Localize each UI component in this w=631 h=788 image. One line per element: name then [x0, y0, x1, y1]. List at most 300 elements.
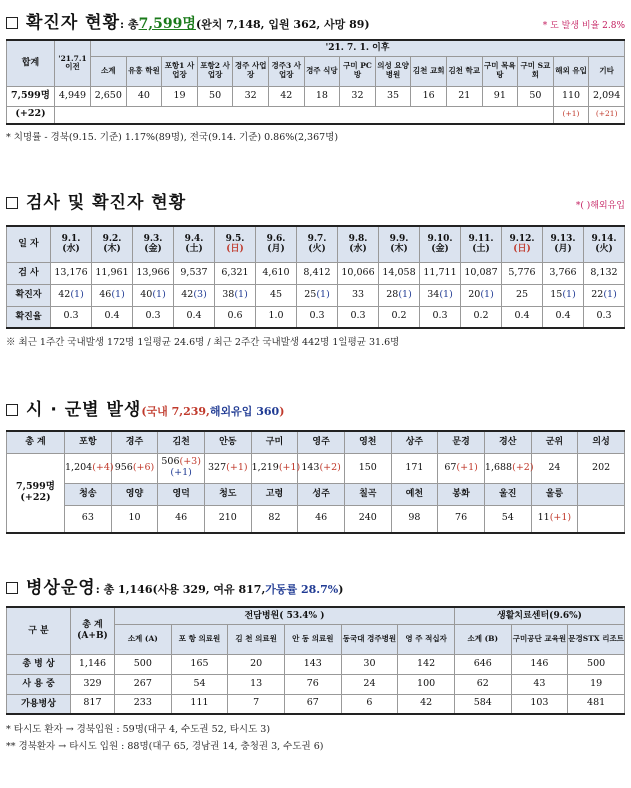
date-header: [502, 226, 543, 262]
confirmed-overseas: (1): [316, 288, 330, 300]
sub-header: 김천 교회: [411, 56, 447, 86]
region-name: 구미: [251, 431, 298, 453]
region-total: [7, 453, 65, 533]
region-total-value: 7,599명: [16, 480, 55, 492]
section3-sub-prefix: (국내 7,239,: [141, 405, 210, 418]
date-header: [420, 226, 461, 262]
date-header: [256, 226, 297, 262]
sub-header: 소계: [91, 56, 127, 86]
date-weekday: (月): [267, 244, 285, 255]
test-count: 5,776: [502, 262, 543, 284]
date-header: [215, 226, 256, 262]
bed-value: 142: [398, 654, 455, 674]
row-value: 32: [233, 86, 269, 106]
bed-value: 42: [398, 694, 455, 714]
header-before: '21.7.1 이전: [55, 40, 91, 86]
confirmed-rate: 0.2: [461, 306, 502, 328]
date-day: 9.3.: [143, 233, 163, 244]
confirmed-number: 20: [468, 288, 481, 300]
row-value: 40: [126, 86, 162, 106]
confirmed-overseas: (1): [398, 288, 412, 300]
date-day: 9.1.: [61, 233, 81, 244]
region-value: [298, 453, 345, 483]
test-count: 10,087: [461, 262, 502, 284]
region-count: 143: [301, 461, 320, 473]
bed-value: 43: [511, 674, 568, 694]
confirmed-overseas: (1): [603, 288, 617, 300]
test-count: 14,058: [379, 262, 420, 284]
region-value: [484, 505, 531, 533]
bed-value: 817: [71, 694, 115, 714]
region-name: 예천: [391, 483, 438, 505]
date-day: 9.13.: [550, 233, 576, 244]
date-day: 9.2.: [102, 233, 122, 244]
regions-table: [6, 430, 625, 534]
region-count: 210: [218, 512, 237, 524]
confirmed-count: [174, 284, 215, 306]
confirmed-number: 42: [58, 288, 71, 300]
center-group: 생활치료센터(9.6%): [454, 607, 624, 624]
section-confirmed-status: [6, 8, 625, 143]
region-name: 경산: [484, 431, 531, 453]
region-value: [578, 453, 625, 483]
section1-heading: [6, 8, 625, 33]
section1-side-note: * 도 발생 비율 2.8%: [542, 21, 625, 31]
region-value: [65, 505, 112, 533]
region-name: 포항: [65, 431, 112, 453]
empty-cell: [55, 106, 554, 124]
region-count: 1,688: [484, 461, 513, 473]
region-name: 청도: [204, 483, 251, 505]
confirmed-count: [543, 284, 584, 306]
row-value: 18: [304, 86, 340, 106]
region-name: 군위: [531, 431, 578, 453]
date-day: 9.6.: [266, 233, 286, 244]
date-day: 9.14.: [591, 233, 617, 244]
region-value-empty: [578, 505, 625, 533]
row-value: 2,650: [91, 86, 127, 106]
confirmed-count: [420, 284, 461, 306]
region-value: [111, 505, 158, 533]
test-count: 3,766: [543, 262, 584, 284]
date-header: [543, 226, 584, 262]
row-label-rate: 확진율: [7, 306, 51, 328]
bed-value: 6: [341, 694, 398, 714]
region-value: [111, 453, 158, 483]
beds-table: [6, 606, 625, 715]
date-day: 9.9.: [389, 233, 409, 244]
row-value: 21: [446, 86, 482, 106]
date-weekday: (火): [595, 244, 613, 255]
confirmed-number: 45: [269, 288, 283, 300]
bed-value: 165: [171, 654, 228, 674]
confirmed-rate: 0.3: [420, 306, 461, 328]
bed-value: 646: [454, 654, 511, 674]
section4-summary: : 총 1,146(사용 329, 여유 817,: [95, 583, 266, 596]
region-name: 문경: [438, 431, 485, 453]
checkbox-square-icon: [6, 582, 18, 594]
region-count: 1,219: [251, 461, 279, 473]
row-value: 35: [375, 86, 411, 106]
region-name: 상주: [391, 431, 438, 453]
date-weekday: (金): [144, 244, 162, 255]
confirmed-rate: 0.4: [174, 306, 215, 328]
bed-column-header: 구미공단 교육원: [511, 624, 568, 654]
sub-header: 해외 유입: [553, 56, 589, 86]
section3-sub-overseas: 해외유입 360: [209, 405, 280, 418]
confirmed-number: 46: [99, 288, 112, 300]
bed-value: 1,146: [71, 654, 115, 674]
beds-note2: ** 경북환자 → 타시도 입원 : 88명(대구 65, 경남권 14, 충청권 3, 수도권 6): [6, 741, 324, 752]
row-value: 2,094: [589, 86, 625, 106]
date-header: [297, 226, 338, 262]
sub-header: 기타: [589, 56, 625, 86]
date-day: 9.11.: [468, 233, 494, 244]
confirmed-overseas: (1): [234, 288, 248, 300]
test-count: 8,132: [584, 262, 625, 284]
confirmed-overseas: (1): [562, 288, 576, 300]
section2-title: 검사 및 확진자 현황: [26, 193, 187, 213]
bed-value: 7: [228, 694, 285, 714]
fatality-note: * 치명률 - 경북(9.15. 기준) 1.17%(89명), 전국(9.14. 기준) 0.86%(2,367명): [6, 132, 339, 143]
test-count: 4,610: [256, 262, 297, 284]
bed-value: 329: [71, 674, 115, 694]
bed-value: 500: [115, 654, 172, 674]
region-count: 171: [405, 461, 424, 473]
region-value: [531, 453, 578, 483]
section1-summary-prefix: : 총: [120, 18, 139, 31]
region-name: 칠곡: [344, 483, 391, 505]
bed-column-header: 소계 (B): [454, 624, 511, 654]
region-count: 202: [592, 461, 611, 473]
confirmed-count: [379, 284, 420, 306]
region-value: [438, 453, 485, 483]
region-name-empty: [578, 483, 625, 505]
region-name: 영덕: [158, 483, 205, 505]
section3-sub-suffix: ): [279, 405, 285, 418]
date-header: [461, 226, 502, 262]
overseas-change: (+1): [553, 106, 589, 124]
date-day: 9.12.: [509, 233, 535, 244]
region-count: 327: [208, 461, 227, 473]
confirmed-count: [133, 284, 174, 306]
region-value: [158, 505, 205, 533]
beds-gubun: 구 분: [7, 607, 71, 654]
confirmed-count: [256, 284, 297, 306]
section4-summary-end: ): [338, 583, 344, 596]
region-value: [344, 453, 391, 483]
bed-value: 54: [171, 674, 228, 694]
date-header: [51, 226, 92, 262]
row-value: 110: [553, 86, 589, 106]
region-name: 경주: [111, 431, 158, 453]
test-count: 13,176: [51, 262, 92, 284]
confirmed-overseas: (1): [152, 288, 166, 300]
bed-column-header: 김 천 의료원: [228, 624, 285, 654]
confirmed-rate: 0.3: [584, 306, 625, 328]
section1-title: 확진자 현황: [26, 13, 121, 33]
test-count: 11,961: [92, 262, 133, 284]
bed-value: 62: [454, 674, 511, 694]
bed-row-label: 사 용 중: [7, 674, 71, 694]
region-change: (+1): [226, 461, 248, 473]
row-label-date: 일 자: [7, 226, 51, 262]
confirmed-count: [215, 284, 256, 306]
sub-header: 경주3 사업장: [268, 56, 304, 86]
region-change: (+4): [92, 461, 114, 473]
region-name: 영양: [111, 483, 158, 505]
region-count: 54: [501, 512, 514, 524]
section2-side-note: *( )해외유입: [575, 201, 625, 211]
region-count: 76: [455, 512, 468, 524]
date-header: [584, 226, 625, 262]
bed-value: 146: [511, 654, 568, 674]
date-weekday: (日): [226, 244, 244, 255]
region-name: 영주: [298, 431, 345, 453]
confirmed-overseas: (1): [111, 288, 125, 300]
region-count: 956: [114, 461, 133, 473]
checkbox-square-icon: [6, 17, 18, 29]
region-name: 성주: [298, 483, 345, 505]
confirmed-count: [584, 284, 625, 306]
confirmed-table: [6, 39, 625, 125]
confirmed-number: 25: [515, 288, 529, 300]
sub-header: 경주 사업장: [233, 56, 269, 86]
row-value: 16: [411, 86, 447, 106]
sub-header: 경주 식당: [304, 56, 340, 86]
region-value: [531, 505, 578, 533]
bed-value: 24: [341, 674, 398, 694]
row-value: 91: [482, 86, 518, 106]
confirmed-rate: 0.4: [543, 306, 584, 328]
section4-title: 병상운영: [26, 578, 96, 598]
sub-header: 구미 S교회: [518, 56, 554, 86]
section3-title: 시 · 군별 발생: [26, 400, 142, 420]
bed-row-label: 총 병 상: [7, 654, 71, 674]
date-day: 9.4.: [184, 233, 204, 244]
bed-value: 500: [568, 654, 625, 674]
region-count: 10: [128, 512, 141, 524]
region-value: [484, 453, 534, 483]
confirmed-number: 34: [427, 288, 440, 300]
region-value: [65, 453, 112, 483]
bed-value: 67: [284, 694, 341, 714]
bed-value: 111: [171, 694, 228, 714]
confirmed-overseas: (1): [480, 288, 494, 300]
row-value: 32: [340, 86, 376, 106]
confirmed-number: 42: [181, 288, 194, 300]
row-total: 7,599명: [7, 86, 55, 106]
date-weekday: (金): [431, 244, 449, 255]
bed-value: 584: [454, 694, 511, 714]
confirmed-number: 40: [140, 288, 153, 300]
date-header: [338, 226, 379, 262]
bed-column-header: 포 항 의료원: [171, 624, 228, 654]
row-label-tests: 검 사: [7, 262, 51, 284]
bed-row-label: 가용병상: [7, 694, 71, 714]
date-header: [379, 226, 420, 262]
row-value: 19: [162, 86, 198, 106]
section1-total: 7,599명: [138, 16, 196, 32]
confirmed-rate: 0.4: [502, 306, 543, 328]
test-count: 11,711: [420, 262, 461, 284]
region-value: [251, 505, 298, 533]
sub-header: 김천 학교: [446, 56, 482, 86]
date-day: 9.10.: [427, 233, 453, 244]
confirmed-rate: 0.3: [133, 306, 174, 328]
confirmed-overseas: (3): [193, 288, 207, 300]
region-value: [438, 505, 485, 533]
test-count: 13,966: [133, 262, 174, 284]
date-header: [92, 226, 133, 262]
region-name: 고령: [251, 483, 298, 505]
tests-table: [6, 225, 625, 329]
header-total: 합계: [7, 40, 55, 86]
row-value: 50: [197, 86, 233, 106]
test-count: 10,066: [338, 262, 379, 284]
region-value: [298, 505, 345, 533]
date-weekday: (土): [472, 244, 490, 255]
region-name: 안동: [204, 431, 251, 453]
region-total-change: (+22): [20, 491, 51, 503]
region-change: (+3): [179, 456, 201, 468]
confirmed-number: 28: [386, 288, 399, 300]
confirmed-number: 22: [591, 288, 604, 300]
confirmed-rate: 1.0: [256, 306, 297, 328]
section-beds: [6, 573, 625, 752]
row-label-confirmed: 확진자: [7, 284, 51, 306]
test-count: 9,537: [174, 262, 215, 284]
bed-value: 19: [568, 674, 625, 694]
region-count: 46: [315, 512, 328, 524]
date-header: [133, 226, 174, 262]
beds-note1: * 타시도 환자 → 경북입원 : 59명(대구 4, 수도권 52, 타시도 3): [6, 724, 271, 735]
region-name: 울릉: [531, 483, 578, 505]
region-change: (+2): [319, 461, 341, 473]
date-weekday: (水): [349, 244, 367, 255]
test-count: 8,412: [297, 262, 338, 284]
bed-value: 76: [284, 674, 341, 694]
confirmed-rate: 0.2: [379, 306, 420, 328]
region-name: 김천: [158, 431, 205, 453]
region-count: 506: [161, 456, 180, 468]
region-change: (+6): [132, 461, 155, 473]
sub-header: 구미 PC방: [340, 56, 376, 86]
sub-header: 구미 목욕탕: [482, 56, 518, 86]
region-name: 의성: [578, 431, 625, 453]
confirmed-number: 38: [222, 288, 235, 300]
confirmed-count: [92, 284, 133, 306]
region-change: (+1): [278, 461, 301, 473]
section-tests: [6, 188, 625, 348]
bed-value: 233: [115, 694, 172, 714]
tests-note: ※ 최근 1주간 국내발생 172명 1일평균 24.6명 / 최근 2주간 국내발생 442명 1일평균 31.6명: [6, 337, 400, 348]
confirmed-count: [338, 284, 379, 306]
bed-value: 100: [398, 674, 455, 694]
region-value: [344, 505, 391, 533]
confirmed-count: [297, 284, 338, 306]
region-value: [204, 453, 251, 483]
region-value: [204, 505, 251, 533]
region-count: 24: [548, 461, 561, 473]
bed-column-header: 동국대 경주병원: [341, 624, 398, 654]
region-name: 봉화: [438, 483, 485, 505]
section4-rate: 가동률 28.7%: [265, 583, 339, 596]
date-day: 9.7.: [307, 233, 327, 244]
date-weekday: (木): [103, 244, 121, 255]
confirmed-rate: 0.3: [297, 306, 338, 328]
region-count: 63: [81, 512, 94, 524]
confirmed-rate: 0.3: [338, 306, 379, 328]
confirmed-rate: 0.4: [92, 306, 133, 328]
confirmed-number: 33: [351, 288, 365, 300]
total-label: 총 계: [7, 431, 65, 453]
region-count: 46: [175, 512, 188, 524]
region-name: 울진: [484, 483, 531, 505]
confirmed-number: 25: [304, 288, 317, 300]
region-value: [391, 453, 438, 483]
confirmed-rate: 0.3: [51, 306, 92, 328]
sub-header: 포항1 사업장: [162, 56, 198, 86]
date-day: 9.8.: [348, 233, 368, 244]
sub-header: 유흥 학원: [126, 56, 162, 86]
region-name: 영천: [344, 431, 391, 453]
confirmed-overseas: (1): [70, 288, 84, 300]
confirmed-rate: 0.6: [215, 306, 256, 328]
row-value: 42: [268, 86, 304, 106]
region-value: [391, 505, 438, 533]
checkbox-square-icon: [6, 404, 18, 416]
beds-total-head: 총 계 (A+B): [71, 607, 115, 654]
region-change: (+2): [512, 461, 534, 473]
other-change: (+21): [589, 106, 625, 124]
section-regions: [6, 395, 625, 534]
region-change: (+1): [549, 512, 572, 524]
bed-column-header: 영 주 적십자: [398, 624, 455, 654]
date-weekday: (土): [185, 244, 203, 255]
bed-value: 481: [568, 694, 625, 714]
hosp-group: 전담병원( 53.4% ): [115, 607, 455, 624]
date-day: 9.5.: [225, 233, 245, 244]
row-total-change: (+22): [7, 106, 55, 124]
date-weekday: (木): [390, 244, 408, 255]
bed-value: 20: [228, 654, 285, 674]
date-weekday: (火): [308, 244, 326, 255]
confirmed-count: [502, 284, 543, 306]
sub-header: 포항2 사업장: [197, 56, 233, 86]
bed-value: 143: [284, 654, 341, 674]
bed-column-header: 안 동 의료원: [284, 624, 341, 654]
confirmed-count: [461, 284, 502, 306]
row-value: 50: [518, 86, 554, 106]
region-count: 82: [268, 512, 281, 524]
date-header: [174, 226, 215, 262]
checkbox-square-icon: [6, 197, 18, 209]
confirmed-number: 15: [550, 288, 563, 300]
section1-detail: (완치 7,148, 입원 362, 사망 89): [195, 18, 370, 31]
date-weekday: (月): [554, 244, 572, 255]
bed-value: 13: [228, 674, 285, 694]
region-count: 67: [444, 461, 457, 473]
confirmed-overseas: (1): [439, 288, 453, 300]
bed-value: 30: [341, 654, 398, 674]
region-change: (+1): [456, 461, 478, 473]
region-value: [158, 453, 205, 483]
region-name: 청송: [65, 483, 112, 505]
region-count: 240: [358, 512, 377, 524]
region-count: 150: [358, 461, 377, 473]
region-count: 11: [537, 512, 550, 524]
